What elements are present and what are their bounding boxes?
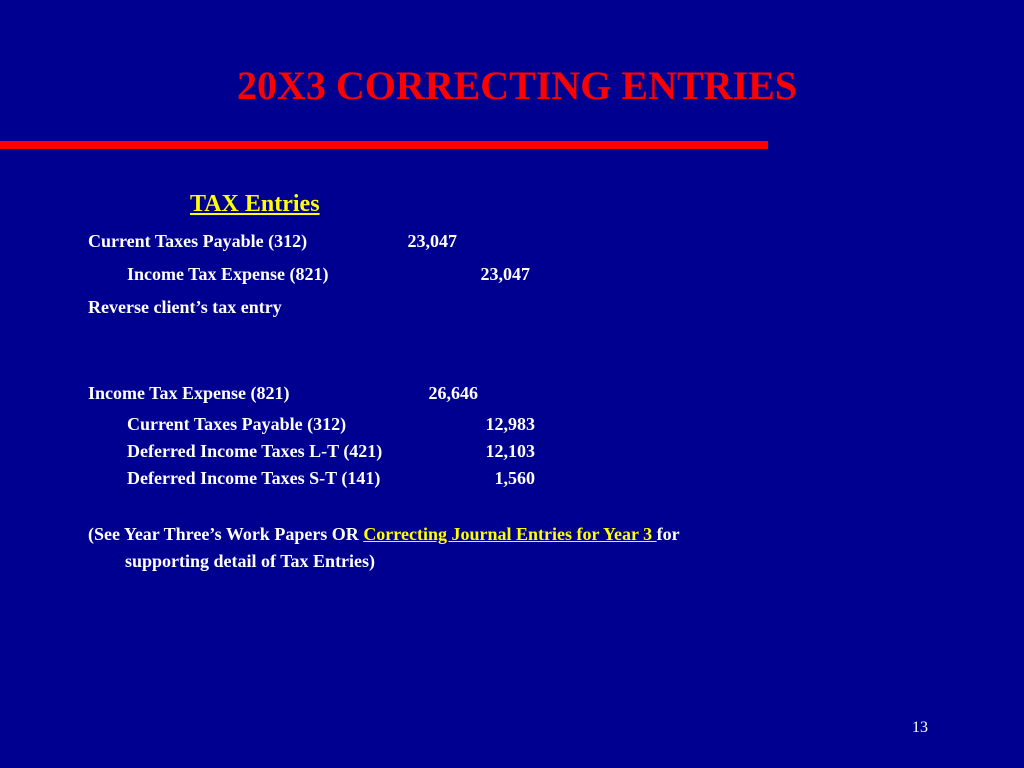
entry2-debit-account: Income Tax Expense (821) bbox=[88, 383, 290, 403]
entry1-credit-account: Income Tax Expense (821) bbox=[127, 264, 329, 284]
entry2-credit-amount: 1,560 bbox=[494, 468, 535, 488]
entry2-credit-amount: 12,983 bbox=[485, 414, 535, 434]
note-prefix: (See Year Three’s Work Papers OR bbox=[88, 524, 364, 544]
supporting-note bbox=[88, 525, 680, 543]
entry2-credit-account: Current Taxes Payable (312) bbox=[127, 414, 347, 434]
correcting-entries-link[interactable]: Correcting Journal Entries for Year 3 bbox=[363, 524, 657, 544]
entry2-credit-amount: 12,103 bbox=[485, 441, 535, 461]
note-line-2: supporting detail of Tax Entries) bbox=[125, 551, 376, 571]
entry2-credit-account: Deferred Income Taxes L-T (421) bbox=[127, 441, 383, 461]
entry1-credit-amount: 23,047 bbox=[480, 264, 530, 284]
entry2-credit-account: Deferred Income Taxes S-T (141) bbox=[127, 468, 381, 488]
page-number: 13 bbox=[912, 719, 928, 736]
title-divider bbox=[0, 141, 768, 149]
entry1-debit-amount: 23,047 bbox=[407, 231, 457, 251]
entry2-debit-amount: 26,646 bbox=[428, 383, 478, 403]
slide-title: 20X3 CORRECTING ENTRIES bbox=[236, 63, 798, 108]
section-heading: TAX Entries bbox=[190, 191, 320, 217]
note-suffix: for bbox=[656, 524, 680, 544]
entry1-memo: Reverse client’s tax entry bbox=[88, 297, 282, 317]
entry1-debit-account: Current Taxes Payable (312) bbox=[88, 231, 308, 251]
